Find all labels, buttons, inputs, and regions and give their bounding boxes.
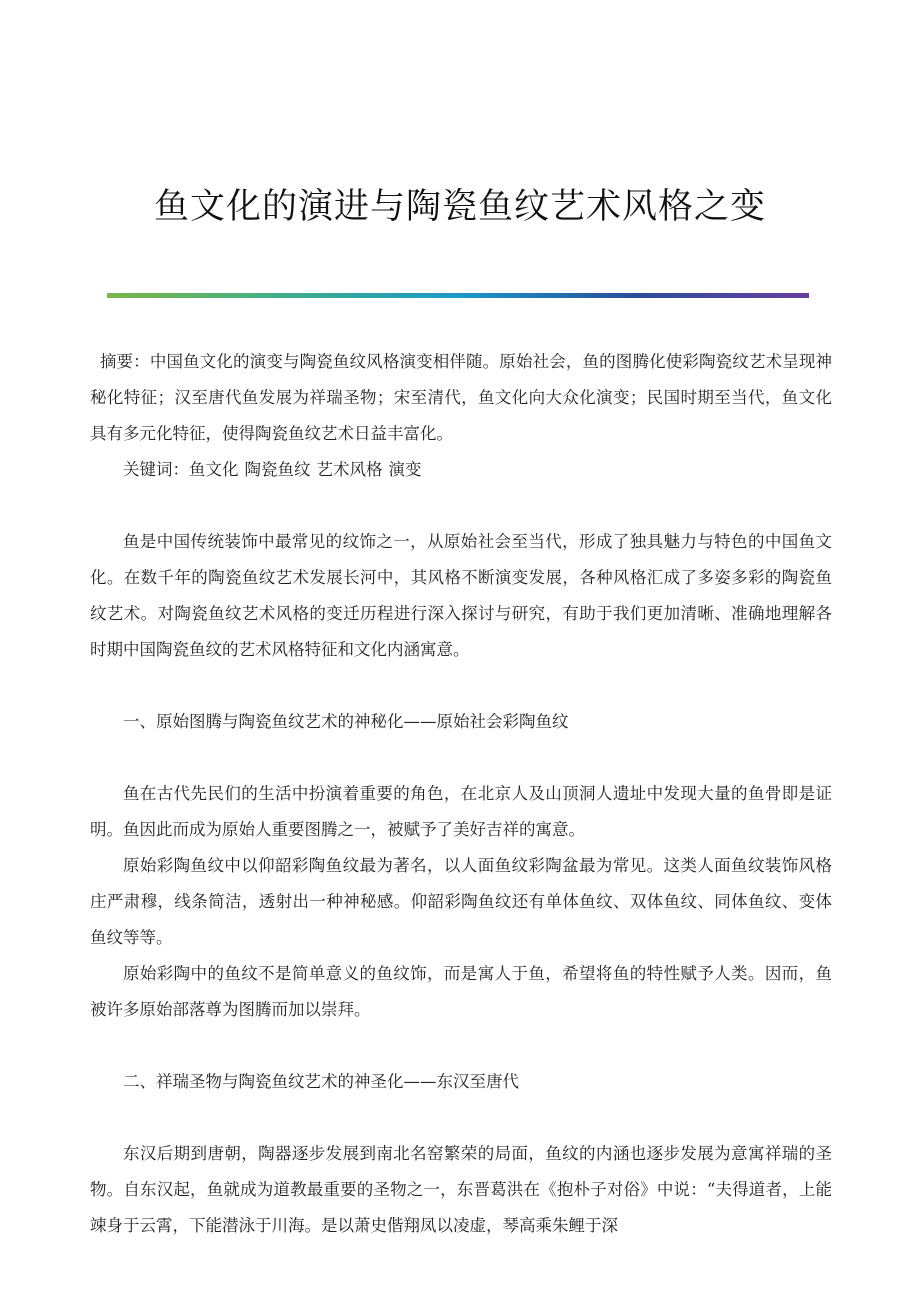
body-paragraph: 东汉后期到唐朝，陶器逐步发展到南北名窑繁荣的局面，鱼纹的内涵也逐步发展为意寓祥瑞的圣物。自东汉起，鱼就成为道教最重要的圣物之一，东晋葛洪在《抱朴子对俗》中说：“夫得道者，上能竦身于云霄，下能潜泳于川海。是以萧史偕翔凤以凌虚，琴高乘朱鲤于深 bbox=[90, 1144, 832, 1235]
keyword-item: 鱼文化 bbox=[189, 460, 239, 479]
abstract-text: 中国鱼文化的演变与陶瓷鱼纹风格演变相伴随。原始社会，鱼的图腾化使彩陶瓷纹艺术呈现神秘化特征；汉至唐代鱼发展为祥瑞圣物；宋至清代，鱼文化向大众化演变；民国时期至当代，鱼文化具有多元化特征，使得陶瓷鱼纹艺术日益丰富化。 bbox=[90, 352, 833, 443]
document-body bbox=[90, 344, 832, 1244]
spacer bbox=[90, 668, 832, 704]
body-paragraph: 原始彩陶鱼纹中以仰韶彩陶鱼纹最为著名，以人面鱼纹彩陶盆最为常见。这类人面鱼纹装饰风格庄严肃穆，线条简洁，透射出一种神秘感。仰韶彩陶鱼纹还有单体鱼纹、双体鱼纹、同体鱼纹、变体鱼纹等等。 bbox=[90, 856, 832, 947]
body-paragraph: 鱼在古代先民们的生活中扮演着重要的角色，在北京人及山顶洞人遗址中发现大量的鱼骨即是证明。鱼因此而成为原始人重要图腾之一，被赋予了美好吉祥的寓意。 bbox=[90, 784, 832, 839]
title-divider bbox=[107, 293, 809, 298]
keyword-item: 陶瓷鱼纹 bbox=[244, 460, 311, 479]
abstract bbox=[90, 344, 832, 452]
section-heading: 二、祥瑞圣物与陶瓷鱼纹艺术的神圣化——东汉至唐代 bbox=[123, 1072, 519, 1091]
spacer bbox=[90, 1100, 832, 1136]
spacer bbox=[90, 488, 832, 524]
spacer bbox=[90, 740, 832, 776]
section-heading: 一、原始图腾与陶瓷鱼纹艺术的神秘化——原始社会彩陶鱼纹 bbox=[123, 712, 569, 731]
intro-paragraph: 鱼是中国传统装饰中最常见的纹饰之一，从原始社会至当代，形成了独具魅力与特色的中国鱼文化。在数千年的陶瓷鱼纹艺术发展长河中，其风格不断演变发展，各种风格汇成了多姿多彩的陶瓷鱼纹艺术。对陶瓷鱼纹艺术风格的变迁历程进行深入探讨与研究，有助于我们更加清晰、准确地理解各时期中国陶瓷鱼纹的艺术风格特征和文化内涵寓意。 bbox=[90, 532, 832, 659]
body-paragraph: 原始彩陶中的鱼纹不是简单意义的鱼纹饰，而是寓人于鱼，希望将鱼的特性赋予人类。因而，鱼被许多原始部落尊为图腾而加以崇拜。 bbox=[90, 964, 832, 1019]
abstract-label: 摘要： bbox=[99, 352, 150, 371]
keyword-item: 演变 bbox=[388, 460, 422, 479]
keyword-item: 艺术风格 bbox=[316, 460, 383, 479]
spacer bbox=[90, 1028, 832, 1064]
keywords-label: 关键词： bbox=[123, 460, 189, 479]
document-title: 鱼文化的演进与陶瓷鱼纹艺术风格之变 bbox=[153, 187, 766, 227]
keywords bbox=[90, 452, 832, 488]
